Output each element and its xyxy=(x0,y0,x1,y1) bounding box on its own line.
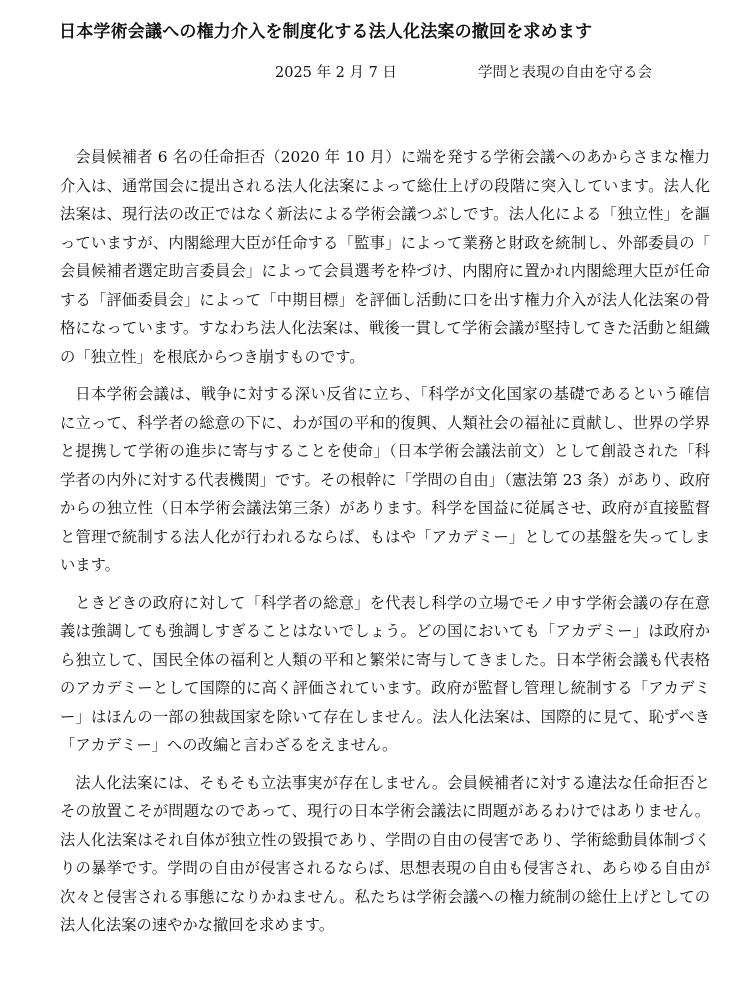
document-body xyxy=(60,143,710,949)
document-organization: 学問と表現の自由を守る会 xyxy=(478,65,652,81)
paragraph-2: 日本学術会議は、戦争に対する深い反省に立ち、「科学が文化国家の基礎であるという確信に立って、科学者の総意の下に、わが国の平和的復興、人類社会の福祉に貢献し、世界の学界と提携して学術の進歩に寄与することを使命」（日本学術会議法前文）として創設された「科学者の内外に対する代表機関」です。その根幹に「学問の自由」（憲法第 23 条）があり、政府からの独立性（日本学術会議法第三条）があります。科学を国益に従属させ、政府が直接監督と管理で統制する法人化が行われるならば、もはや「アカデミー」としての基盤を失ってしまいます。 xyxy=(60,385,710,574)
paragraph-1: 会員候補者 6 名の任命拒否（2020 年 10 月）に端を発する学術会議へのあからさまな権力介入は、通常国会に提出される法人化法案によって総仕上げの段階に突入しています。法人化法案は、現行法の改正ではなく新法による学術会議つぶしです。法人化による「独立性」を謳っていますが、内閣総理大臣が任命する「監事」によって業務と財政を統制し、外部委員の「会員候補者選定助言委員会」によって会員選考を枠づけ、内閣府に置かれ内閣総理大臣が任命する「評価委員会」によって「中期目標」を評価し活動に口を出す権力介入が法人化法案の骨格になっています。すなわち法人化法案は、戦後一貫して学術会議が堅持してきた活動と組織の「独立性」を根底からつき崩すものです。 xyxy=(60,148,710,366)
document-title: 日本学術会議への権力介入を制度化する法人化法案の撤回を求めます xyxy=(59,22,593,42)
paragraph-3: ときどきの政府に対して「科学者の総意」を代表し科学の立場でモノ申す学術会議の存在意義は強調しても強調しすぎることはないでしょう。どの国においても「アカデミー」は政府から独立して、国民全体の福利と人類の平和と繁栄に寄与してきました。日本学術会議も代表格のアカデミーとして国際的に高く評価されています。政府が監督し管理し統制する「アカデミー」はほんの一部の独裁国家を除いて存在しません。法人化法案は、国際的に見て、恥ずべき「アカデミー」への改編と言わざるをえません。 xyxy=(60,593,710,754)
document-date: 2025 年 2 月 7 日 xyxy=(275,65,397,81)
paragraph-4: 法人化法案には、そもそも立法事実が存在しません。会員候補者に対する違法な任命拒否とその放置こそが問題なのであって、現行の日本学術会議法に問題があるわけではありません。法人化法案はそれ自体が独立性の毀損であり、学問の自由の侵害であり、学術総動員体制づくりの暴挙です。学問の自由が侵害されるならば、思想表現の自由も侵害され、あらゆる自由が次々と侵害される事態になりかねません。私たちは学術会議への権力統制の総仕上げとしての法人化法案の速やかな撤回を求めます。 xyxy=(60,773,710,934)
